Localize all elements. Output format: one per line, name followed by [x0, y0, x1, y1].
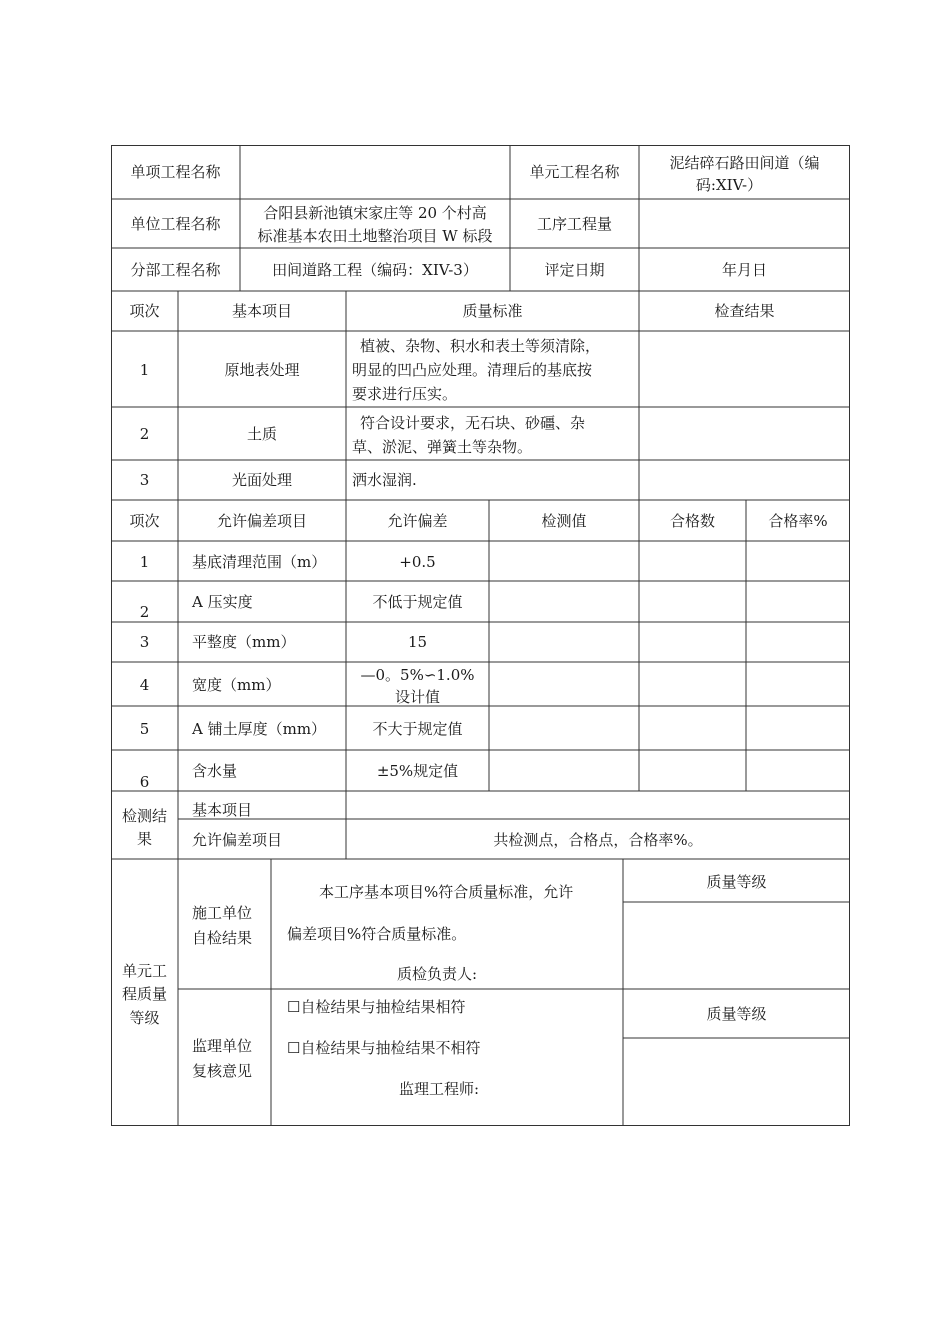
dev-row-1-no: 1	[139, 553, 150, 571]
dev-row-3-no: 3	[139, 633, 150, 651]
basic-row-3-item: 光面处理	[231, 471, 292, 489]
basic-col-item: 基本项目	[231, 302, 292, 320]
basic-row-1-standard-line3: 要求进行压实。	[352, 385, 458, 403]
self-check-signer: 质检负责人:	[397, 965, 478, 983]
eval-date-value: 年月日	[721, 261, 767, 279]
dev-row-6-no: 6	[139, 773, 150, 791]
dev-col-pass-rate: 合格率%	[768, 512, 828, 530]
basic-row-1-item: 原地表处理	[224, 361, 300, 379]
unit-work-value-line1: 泥结碎石路田间道（编	[669, 154, 820, 172]
dev-row-5-item: A 铺土厚度（mm）	[192, 720, 327, 738]
dev-row-1-item: 基底清理范围（m）	[192, 553, 327, 571]
detection-label-line1: 检测结	[121, 807, 167, 825]
self-check-label-line1: 施工单位	[192, 904, 253, 922]
basic-row-1-no: 1	[139, 361, 150, 379]
grade-label-supervisor: 质量等级	[706, 1005, 767, 1023]
basic-row-2-standard-line2: 草、淤泥、弹簧土等杂物。	[352, 438, 533, 456]
process-qty-label: 工序工程量	[536, 215, 612, 233]
dev-row-4-tol-line2: 设计值	[394, 688, 440, 706]
dev-col-measured: 检测值	[541, 512, 587, 530]
supervisor-option-match[interactable]: ☐自检结果与抽检结果相符	[287, 998, 466, 1016]
dev-row-3-item: 平整度（mm）	[192, 633, 296, 651]
dev-row-2-item: A 压实度	[192, 593, 253, 611]
basic-col-result: 检查结果	[714, 302, 775, 320]
dev-col-tol: 允许偏差	[387, 512, 448, 530]
sub-project-label: 分部工程名称	[130, 261, 221, 279]
detection-label-line2: 果	[136, 830, 152, 848]
dev-row-5-tol: 不大于规定值	[372, 720, 463, 738]
unit-work-value-line2: 码:XIV-）	[695, 176, 763, 194]
self-check-label-line2: 自检结果	[192, 929, 253, 947]
dev-row-2-tol: 不低于规定值	[372, 593, 463, 611]
detection-dev-value: 共检测点，合格点，合格率%。	[493, 831, 703, 849]
dev-row-3-tol: 15	[407, 633, 428, 651]
basic-row-2-standard-line1: 符合设计要求，无石块、砂礓、杂	[360, 414, 586, 432]
basic-row-2-item: 土质	[246, 425, 277, 443]
dev-row-6-tol: ±5%规定值	[376, 762, 459, 780]
quality-evaluation-form	[111, 145, 850, 1126]
dev-row-5-no: 5	[139, 720, 150, 738]
dev-row-4-tol-line1: —0。5%∽1.0%	[360, 666, 475, 684]
basic-col-no: 项次	[129, 302, 160, 320]
basic-col-standard: 质量标准	[462, 302, 523, 320]
sub-project-value: 田间道路工程（编码：XIV-3）	[272, 261, 478, 279]
unit-project-value-line2: 标准基本农田土地整治项目 W 标段	[257, 227, 493, 245]
unit-project-value-line1: 合阳县新池镇宋家庄等 20 个村高	[263, 204, 487, 222]
detection-basic-label: 基本项目	[192, 801, 253, 819]
basic-row-1-standard-line1: 植被、杂物、积水和表土等须清除，	[360, 337, 601, 355]
dev-row-2-no: 2	[139, 603, 150, 621]
detection-dev-label: 允许偏差项目	[192, 831, 283, 849]
basic-row-3-no: 3	[139, 471, 150, 489]
quality-label-line3: 等级	[129, 1009, 160, 1027]
supervisor-label-line1: 监理单位	[192, 1037, 253, 1055]
dev-row-1-tol: +0.5	[399, 553, 436, 571]
dev-row-4-item: 宽度（mm）	[192, 676, 281, 694]
unit-work-label: 单元工程名称	[529, 163, 620, 181]
supervisor-option-mismatch[interactable]: ☐自检结果与抽检结果不相符	[287, 1039, 481, 1057]
eval-date-label: 评定日期	[544, 261, 605, 279]
dev-row-4-no: 4	[139, 676, 150, 694]
basic-row-3-standard: 洒水湿润.	[352, 471, 417, 489]
unit-project-label: 单位工程名称	[130, 215, 221, 233]
dev-col-no: 项次	[129, 512, 160, 530]
dev-col-item: 允许偏差项目	[216, 512, 307, 530]
supervisor-signer: 监理工程师:	[399, 1080, 480, 1098]
dev-row-6-item: 含水量	[192, 762, 238, 780]
quality-label-line1: 单元工	[121, 962, 167, 980]
quality-label-line2: 程质量	[121, 985, 167, 1003]
grade-label-self: 质量等级	[706, 873, 767, 891]
self-check-text-line1: 本工序基本项目%符合质量标准，允许	[319, 883, 574, 901]
basic-row-1-standard-line2: 明显的凹凸应处理。清理后的基底按	[352, 361, 593, 379]
self-check-text-line2: 偏差项目%符合质量标准。	[287, 925, 467, 943]
dev-col-pass-count: 合格数	[669, 512, 715, 530]
supervisor-label-line2: 复核意见	[192, 1062, 253, 1080]
item-project-label: 单项工程名称	[130, 163, 221, 181]
basic-row-2-no: 2	[139, 425, 150, 443]
